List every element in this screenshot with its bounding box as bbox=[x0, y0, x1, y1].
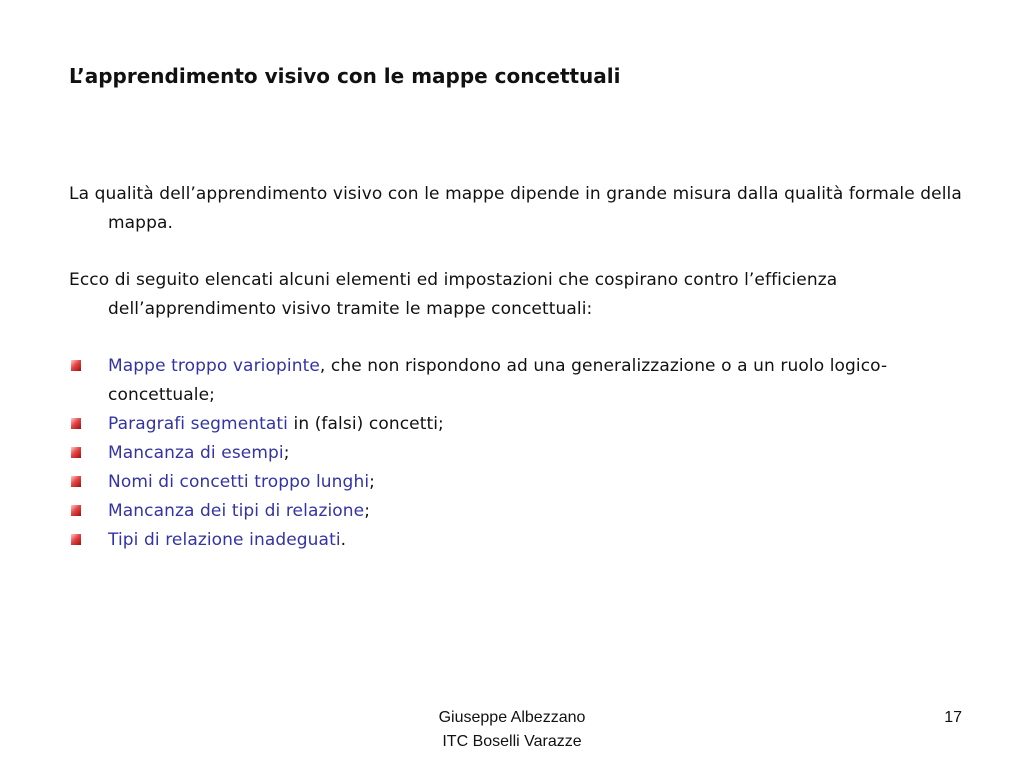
bullet-text: ; bbox=[283, 443, 290, 463]
footer bbox=[412, 706, 612, 754]
bullet-text: ; bbox=[364, 501, 371, 521]
bullet-icon bbox=[71, 476, 81, 487]
bullet-text: ; bbox=[369, 472, 375, 492]
bullet-highlight: Mappe troppo variopinte bbox=[108, 356, 320, 376]
page-number: 17 bbox=[944, 709, 962, 726]
footer-institution: ITC Boselli Varazze bbox=[442, 733, 582, 750]
bullet-item bbox=[69, 352, 989, 410]
bullet-highlight: Tipi di relazione inadeguati bbox=[108, 530, 341, 550]
slide-title: L’apprendimento visivo con le mappe concettuali bbox=[69, 64, 621, 88]
bullet-highlight: Nomi di concetti troppo lunghi bbox=[108, 472, 370, 492]
bullet-icon bbox=[71, 447, 81, 458]
bullet-highlight: Paragrafi segmentati bbox=[108, 414, 288, 434]
bullet-item bbox=[69, 410, 989, 439]
bullet-item bbox=[69, 468, 989, 497]
list-intro-paragraph: Ecco di seguito elencati alcuni elementi ed impostazioni che cospirano contro l’efficienza dell’apprendimento visivo tramite le mappe concettuali: bbox=[69, 270, 838, 319]
bullet-item bbox=[69, 497, 989, 526]
bullet-highlight: Mancanza di esempi bbox=[108, 443, 284, 463]
bullet-item bbox=[69, 439, 989, 468]
spacer bbox=[69, 324, 989, 352]
bullet-text: , che non rispondono ad una generalizzazione o a un ruolo logico-concettuale; bbox=[108, 356, 888, 405]
slide-body bbox=[69, 180, 989, 555]
bullet-icon bbox=[71, 505, 81, 516]
bullet-text: in (falsi) concetti; bbox=[288, 414, 444, 434]
footer-author: Giuseppe Albezzano bbox=[438, 709, 586, 726]
bullet-highlight: Mancanza dei tipi di relazione bbox=[108, 501, 365, 521]
bullet-icon bbox=[71, 360, 81, 371]
bullet-icon bbox=[71, 418, 81, 429]
spacer bbox=[69, 238, 989, 266]
bullet-text: . bbox=[340, 530, 347, 550]
bullet-item bbox=[69, 526, 989, 555]
bullet-list bbox=[69, 352, 989, 555]
intro-paragraph: La qualità dell’apprendimento visivo con le mappe dipende in grande misura dalla qualità formale della mappa. bbox=[69, 184, 962, 233]
bullet-icon bbox=[71, 534, 81, 545]
